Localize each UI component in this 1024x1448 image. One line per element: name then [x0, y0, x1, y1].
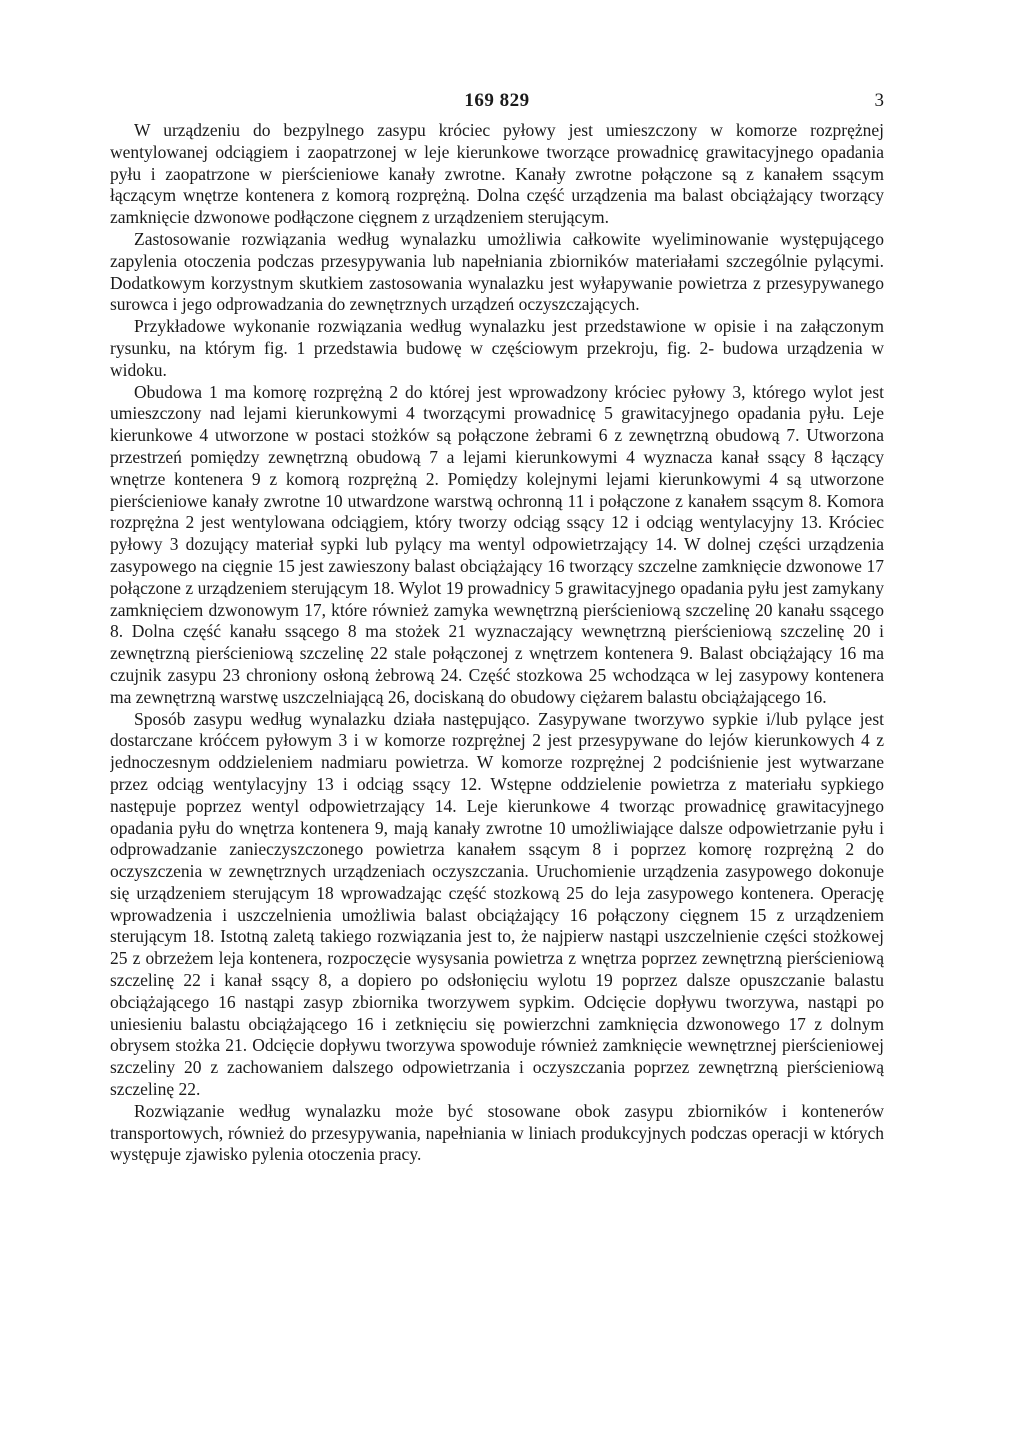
paragraph-advantages: Zastosowanie rozwiązania według wynalazku umożliwia całkowite wyeliminowanie występującego zapylenia otoczenia podczas przesypywania lub napełniania zbiorników materiałami szczególnie pylącymi. Dodatkowym korzystnym skutkiem zastosowania wynalazku jest wyłapywanie powietrza z przesypywanego surowca i jego odprowadzania do zewnętrznych urządzeń oczyszczających.	[110, 228, 884, 315]
paragraph-applications: Rozwiązanie według wynalazku może być stosowane obok zasypu zbiorników i kontenerów transportowych, również do przesypywania, napełniania w liniach produkcyjnych podczas operacji w których występuje zjawisko pylenia otoczenia pracy.	[110, 1100, 884, 1165]
page-number: 3	[874, 90, 884, 111]
paragraph-operation: Sposób zasypu według wynalazku działa następująco. Zasypywane tworzywo sypkie i/lub pylące jest dostarczane króćcem pyłowym 3 i w komorze rozprężnej 2 jest przesypywane do lejów kierunkowych 4 z jednoczesnym oddzieleniem nadmiaru powietrza. W komorze rozprężnej 2 podciśnienie jest wytwarzane przez odciąg wentylacyjny 13 i odciąg ssący 12. Wstępne oddzielenie powietrza z materiału sypkiego następuje poprzez wentyl odpowietrzający 14. Leje kierunkowe 4 tworząc prowadnicę grawitacyjnego opadania pyłu do wnętrza kontenera 9, mają kanały zwrotne 10 umożliwiające dalsze odpowietrzanie pyłu i odprowadzanie zanieczyszczonego powietrza kanałem ssącym 8 i poprzez komorę rozprężną 2 do oczyszczenia w zewnętrznych urządzeniach oczyszczania. Uruchomienie urządzenia zasypowego dokonuje się urządzeniem sterującym 18 wprowadzając część stozkową 25 do leja zasypowego kontenera. Operację wprowadzenia i uszczelnienia umożliwia balast obciążający 16 połączony cięgnem 15 z urządzeniem sterującym 18. Istotną zaletą takiego rozwiązania jest to, że najpierw nastąpi uszczelnienie części stożkowej 25 z obrzeżem leja kontenera, rozpoczęcie wysysania powietrza z wnętrza poprzez zewnętrzną pierścieniową szczelinę 22 i kanał ssący 8, a dopiero po odsłonięciu wylotu 19 poprzez dalsze opuszczanie balastu obciążającego 16 nastąpi zasyp zbiornika tworzywem sypkim. Odcięcie dopływu tworzywa, nastąpi po uniesieniu balastu obciążającego 16 i zetknięciu się powierzchni zamknięcia dzwonowego 17 z dolnym obrysem stożka 21. Odcięcie dopływu tworzywa spowoduje również zamknięcie wewnętrznej pierścieniowej szczeliny 20 z zachowaniem dalszego odpowietrzania i oczyszczania poprzez zewnętrzną pierścieniową szczelinę 22.	[110, 708, 884, 1100]
patent-number: 169 829	[464, 90, 530, 111]
body-text	[110, 120, 884, 1166]
paragraph-construction: Obudowa 1 ma komorę rozprężną 2 do której jest wprowadzony króciec pyłowy 3, którego wylot jest umieszczony nad lejami kierunkowymi 4 tworzącymi prowadnicę 5 grawitacyjnego opadania pyłu. Leje kierunkowe 4 utworzone w postaci stożków są połączone żebrami 6 z zewnętrzną obudową 7. Utworzona przestrzeń pomiędzy zewnętrzną obudową 7 a lejami kierunkowymi 4 wyznacza kanał ssący 8 łączący wnętrze kontenera 9 z komorą rozprężną 2. Pomiędzy kolejnymi lejami kierunkowymi 4 są utworzone pierścieniowe kanały zwrotne 10 utwardzone warstwą ochronną 11 i połączone z kanałem ssącym 8. Komora rozprężna 2 jest wentylowana odciągiem, który tworzy odciąg ssący 12 i odciąg wentylacyjny 13. Króciec pyłowy 3 dozujący materiał sypki lub pylący ma wentyl odpowietrzający 14. W dolnej części urządzenia zasypowego na cięgnie 15 jest zawieszony balast obciążający 16 tworzący szczelne zamknięcie dzwonowe 17 połączone z urządzeniem sterującym 18. Wylot 19 prowadnicy 5 grawitacyjnego opadania pyłu jest zamykany zamknięciem dzwonowym 17, które również zamyka wewnętrzną pierścieniową szczelinę 20 kanału ssącego 8. Dolna część kanału ssącego 8 ma stożek 21 wyznaczający wewnętrzną pierścieniową szczelinę 20 i zewnętrzną pierścieniową szczelinę 22 stale połączonej z wnętrzem kontenera 9. Balast obciążający 16 ma czujnik zasypu 23 chroniony osłoną żebrową 24. Część stozkowa 25 wchodząca w lej zasypowy kontenera ma zewnętrzną warstwę uszczelniającą 26, dociskaną do obudowy ciężarem balastu obciążającego 16.	[110, 381, 884, 707]
document-page	[110, 86, 884, 1426]
page-header	[110, 86, 884, 116]
paragraph-summary: W urządzeniu do bezpylnego zasypu króciec pyłowy jest umieszczony w komorze rozprężnej wentylowanej odciągiem i zaopatrzonej w leje kierunkowe tworzące prowadnicę grawitacyjnego opadania pyłu i zaopatrzone w pierścieniowe kanały zwrotne. Kanały zwrotne połączone są z kanałem ssącym łączącym wnętrze kontenera z komorą rozprężną. Dolna część urządzenia ma balast obciążający tworzący zamknięcie dzwonowe podłączone cięgnem z urządzeniem sterującym.	[110, 120, 884, 228]
paragraph-figures: Przykładowe wykonanie rozwiązania według wynalazku jest przedstawione w opisie i na załączonym rysunku, na którym fig. 1 przedstawia budowę w częściowym przekroju, fig. 2- budowa urządzenia w widoku.	[110, 316, 884, 380]
